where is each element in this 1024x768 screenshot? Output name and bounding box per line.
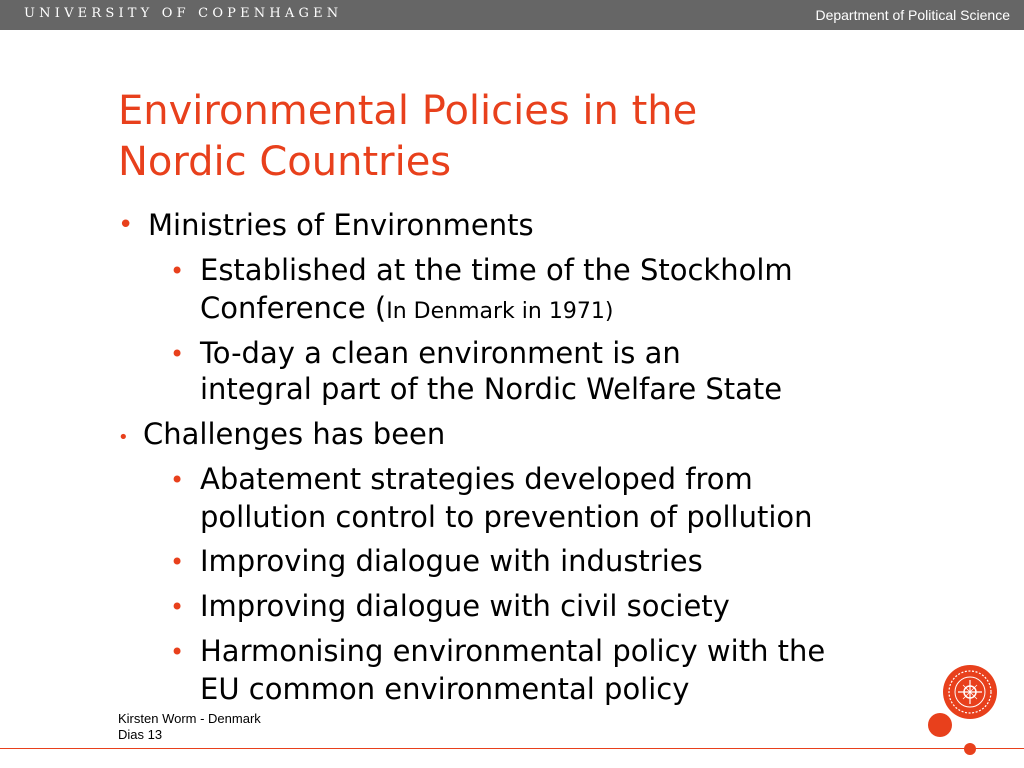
sub-bullet-harmonising-line2: EU common environmental policy [200, 672, 690, 706]
bullet-challenges: Challenges has been [143, 417, 446, 451]
university-seal-icon [942, 664, 998, 720]
bullet-marker: • [118, 427, 129, 448]
sub-bullet-today-line2: integral part of the Nordic Welfare State [200, 372, 783, 406]
bullet-marker: • [170, 638, 185, 666]
decor-dot-small [964, 743, 976, 755]
bullet-marker: • [170, 340, 185, 368]
footer-slide-number: Dias 13 [118, 727, 163, 742]
sub-bullet-abatement-line2: pollution control to prevention of pollution [200, 500, 813, 534]
sub-bullet-established-line1: Established at the time of the Stockholm [200, 253, 793, 287]
footer [118, 711, 261, 743]
bullet-marker: • [170, 466, 185, 494]
sub-bullet-civil-society: Improving dialogue with civil society [200, 589, 730, 623]
sub-bullet-established-line2 [200, 289, 613, 331]
sub-bullet-abatement-line1: Abatement strategies developed from [200, 462, 753, 496]
footer-author: Kirsten Worm - Denmark [118, 711, 261, 726]
sub-bullet-industries: Improving dialogue with industries [200, 544, 703, 578]
decor-dot-large [928, 713, 952, 737]
denmark-1971-note: In Denmark in 1971) [386, 299, 614, 324]
conference-text: Conference ( [200, 291, 387, 325]
title-line-2: Nordic Countries [118, 139, 452, 185]
footer-rule [0, 748, 1024, 749]
department-name: Department of Political Science [815, 7, 1010, 23]
bullet-marker: • [170, 548, 185, 576]
sub-bullet-today-line1: To-day a clean environment is an [200, 336, 681, 370]
bullet-ministries: Ministries of Environments [148, 208, 534, 242]
university-name: UNIVERSITY OF COPENHAGEN [24, 6, 343, 21]
sub-bullet-harmonising-line1: Harmonising environmental policy with the [200, 634, 826, 668]
bullet-marker: • [170, 257, 185, 285]
title-line-1: Environmental Policies in the [118, 88, 698, 134]
bullet-marker: • [118, 210, 134, 240]
bullet-marker: • [170, 593, 185, 621]
